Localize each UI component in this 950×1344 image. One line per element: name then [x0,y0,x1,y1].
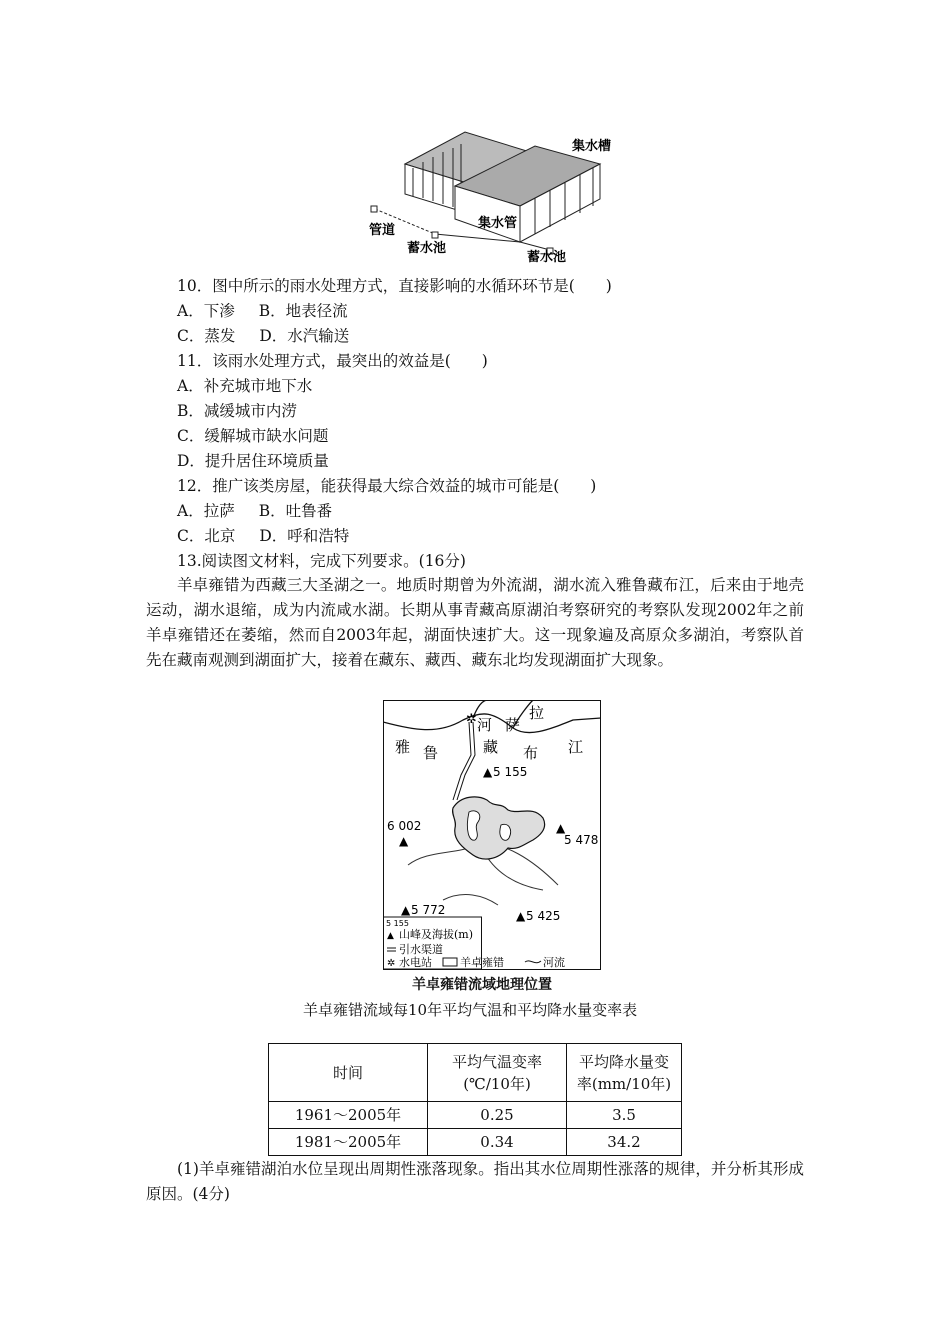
peak-5425: 5 425 [526,909,561,923]
cell-temp: 0.25 [428,1102,567,1129]
question-11-stem: 11．该雨水处理方式，最突出的效益是( ) [177,352,488,370]
legend-peak-sample: 5 155 [386,919,409,928]
header-time: 时间 [269,1044,428,1102]
rainwater-building-figure [365,124,630,264]
question-12-stem: 12．推广该类房屋，能获得最大综合效益的城市可能是( ) [177,477,597,495]
river-char-1: 雅 [395,738,411,756]
header-prec [567,1044,682,1102]
lhasa-char-3: 河 [477,716,493,734]
header-prec-line2: 率(mm/10年) [576,1074,672,1093]
header-temp-line2: (℃/10年) [463,1074,531,1093]
option-d: D．水汽输送 [259,327,350,345]
question-10-options-row2 [177,326,349,346]
question-12-options-row1 [177,501,332,521]
legend-peak-icon: ▲ [387,931,394,941]
peak-marker: ▲ [399,834,409,848]
peak-5478: 5 478 [564,833,599,847]
option-c: C．北京 [177,527,236,545]
question-10-options-row1 [177,301,348,321]
question-10-stem: 10．图中所示的雨水处理方式，直接影响的水循环环节是( ) [177,277,612,295]
option-b: B．地表径流 [258,302,348,320]
building-drawing [371,132,600,254]
label-reservoir-left: 蓄水池 [407,241,447,256]
peak-marker: ▲ [556,821,566,835]
option-a: A．拉萨 [177,502,235,520]
question-13-passage: 羊卓雍错为西藏三大圣湖之一。地质时期曾为外流湖，湖水流入雅鲁藏布江，后来由于地壳运动，湖水退缩，成为内流咸水湖。长期从事青藏高原湖泊考察研究的考察队发现2002年之前羊卓雍错还在萎缩，然而自2003年起，湖面快速扩大。这一现象遍及高原众多湖泊，考察队首先在藏南观测到湖面扩大，接着在藏东、藏西、藏东北均发现湖面扩大现象。 [146,576,804,669]
header-temp-line1: 平均气温变率 [451,1052,542,1071]
label-reservoir-right: 蓄水池 [527,250,567,264]
table-header-row [269,1044,682,1102]
cell-time: 1981～2005年 [269,1129,428,1156]
question-11-option-d: D．提升居住环境质量 [177,452,329,470]
table-row [269,1102,682,1129]
legend-station: 水电站 [399,956,432,969]
legend-peak-label: 山峰及海拔(m) [399,928,474,941]
question-13-stem: 13.阅读图文材料，完成下列要求。(16分) [177,552,466,570]
question-11-option-a: A．补充城市地下水 [177,377,313,395]
label-collect-trough: 集水槽 [572,139,612,154]
lhasa-char-2: 萨 [505,716,521,734]
question-11-option-c: C．缓解城市缺水问题 [177,427,329,445]
peak-5772: 5 772 [411,903,446,917]
question-11-option-b: B．减缓城市内涝 [177,402,297,420]
label-collect-pipe: 集水管 [478,216,518,231]
option-c: C．蒸发 [177,327,236,345]
legend-canal: 引水渠道 [399,943,443,956]
map-caption: 羊卓雍错流域地理位置 [412,977,552,993]
legend-river: 河流 [543,956,565,969]
question-12-options-row2 [177,526,349,546]
cell-prec: 3.5 [567,1102,682,1129]
label-pipe: 管道 [369,223,396,238]
peak-6002: 6 002 [387,819,422,833]
cell-prec: 34.2 [567,1129,682,1156]
river-char-2: 鲁 [423,744,439,762]
river-char-4: 布 [523,744,539,762]
legend-lake: 羊卓雍错 [460,956,504,969]
legend-station-icon: ✲ [387,958,396,969]
cell-time: 1961～2005年 [269,1102,428,1129]
yamdrok-lake-map [383,700,601,970]
peak-5155: 5 155 [493,765,528,779]
river-char-5: 江 [568,738,584,756]
header-prec-line1: 平均降水量变 [578,1052,669,1071]
peak-marker: ▲ [483,765,493,779]
option-a: A．下渗 [177,302,235,320]
river-char-3: 藏 [483,738,499,756]
question-13-sub1: (1)羊卓雍错湖泊水位呈现出周期性涨落现象。指出其水位周期性涨落的规律，并分析其形成原因。(4分) [146,1160,804,1203]
table-row [269,1129,682,1156]
station-icon: ✲ [466,712,477,727]
table-title: 羊卓雍错流域每10年平均气温和平均降水量变率表 [303,1001,638,1019]
option-b: B．吐鲁番 [258,502,333,520]
lhasa-char-1: 拉 [529,704,545,722]
cell-temp: 0.34 [428,1129,567,1156]
peak-marker: ▲ [516,909,526,923]
climate-table [268,1043,682,1156]
peak-marker: ▲ [401,903,411,917]
header-temp [428,1044,567,1102]
option-d: D．呼和浩特 [259,527,350,545]
